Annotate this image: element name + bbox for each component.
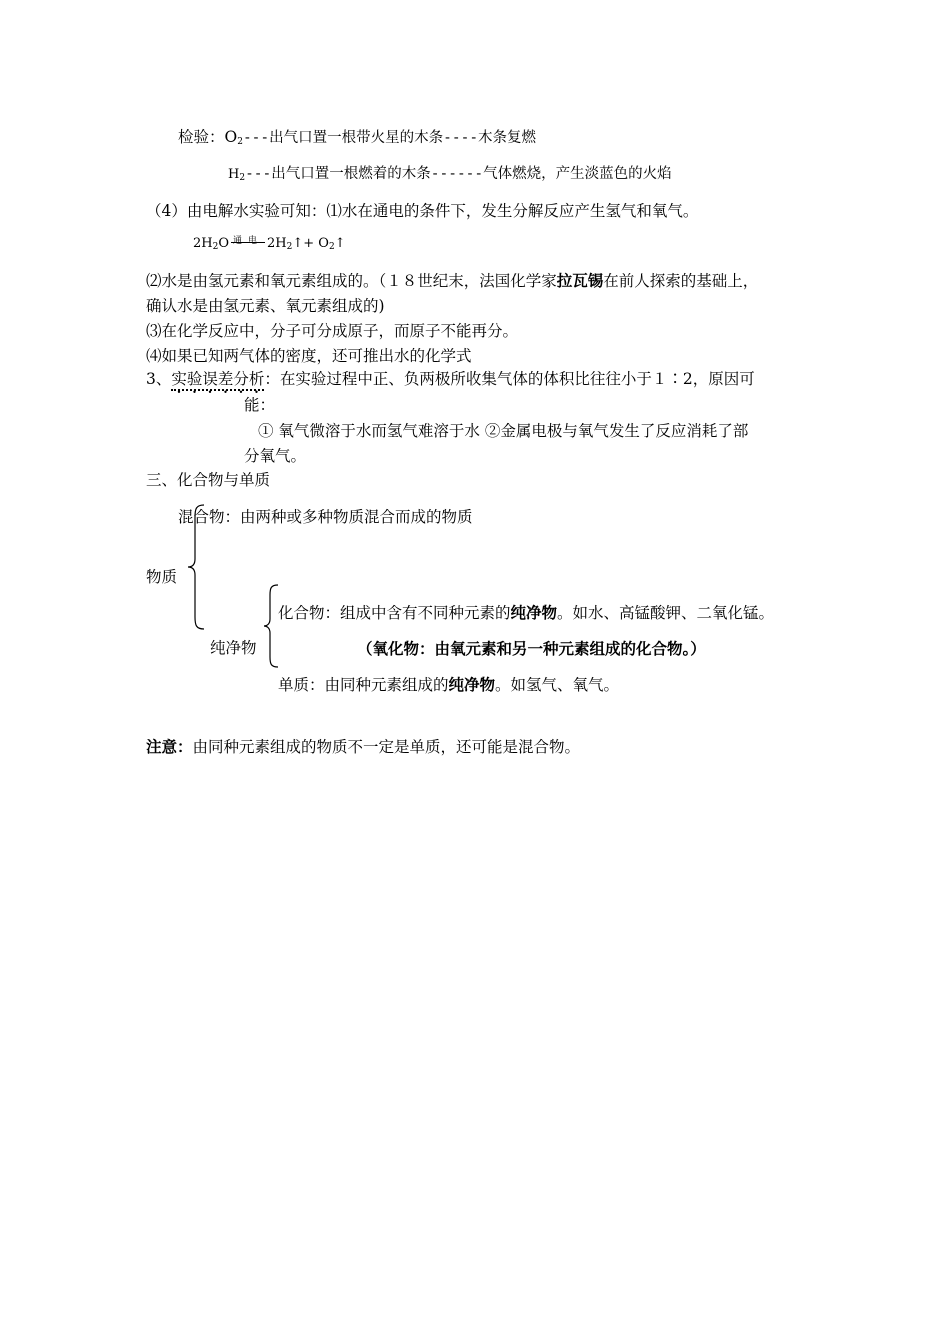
- eq-condition: [231, 234, 265, 252]
- h2-test-line: [228, 163, 672, 185]
- substance-label: 物质: [146, 568, 178, 586]
- point4-item4: ⑷如果已知两气体的密度，还可推出水的化学式: [146, 347, 472, 365]
- mixture-definition: 混合物：由两种或多种物质混合而成的物质: [178, 508, 473, 526]
- point4-item2: [146, 271, 758, 291]
- eq-condition-text: 通电: [233, 236, 264, 246]
- eq-lhs-sub: 2: [212, 242, 219, 252]
- eq-rhs1-sub: 2: [286, 242, 293, 252]
- eq-rhs1: 2H: [267, 236, 287, 251]
- element-definition: [278, 675, 619, 695]
- eq-lhs: 2H: [193, 236, 213, 251]
- section3-heading: 三、化合物与单质: [146, 471, 271, 489]
- pure-substance-label: 纯净物: [210, 639, 257, 657]
- eq-lhs-end: O: [218, 236, 230, 251]
- element-text-a: 单质：由同种元素组成的: [278, 676, 449, 694]
- item2-bold: 拉瓦锡: [556, 272, 604, 290]
- element-bold: 纯净物: [448, 676, 496, 694]
- h2-test-prefix: H: [228, 167, 240, 182]
- eq-rhs2-end: ↑: [334, 236, 346, 251]
- error-analysis-number: 3、: [146, 370, 172, 388]
- o2-sub: 2: [237, 137, 243, 147]
- item2-text-a: ⑵水是由氢元素和氧元素组成的。（１８世纪末，法国化学家: [146, 272, 557, 290]
- error-reasons: ① 氧气微溶于水而氢气难溶于水 ②金属电极与氧气发生了反应消耗了部: [258, 422, 749, 440]
- item2-text-b: 在前人探索的基础上，: [603, 272, 759, 290]
- compound-definition: [278, 603, 774, 623]
- error-analysis-cont: 能：: [244, 396, 276, 414]
- element-text-b: 。如氢气、氧气。: [495, 676, 620, 694]
- electrolysis-equation: [193, 234, 346, 254]
- error-analysis-line: [146, 369, 755, 397]
- compound-text-b: 。如水、高锰酸钾、二氧化锰。: [557, 604, 775, 622]
- eq-rhs2-sub: 2: [328, 242, 335, 252]
- error-analysis-text: ：在实验过程中正、负两极所收集气体的体积比往往小于１∶2，原因可: [264, 370, 755, 388]
- h2-test-text: ---出气口置一根燃着的木条------气体燃烧，产生淡蓝色的火焰: [245, 166, 672, 182]
- note-text: 由同种元素组成的物质不一定是单质，还可能是混合物。: [192, 738, 581, 756]
- note-line: [146, 737, 580, 757]
- o2-test-prefix: 检验：O: [178, 128, 238, 146]
- eq-condition-bar: [231, 242, 265, 243]
- oxide-definition: （氧化物：由氧元素和另一种元素组成的化合物。）: [357, 640, 706, 658]
- substance-brace: [186, 503, 208, 631]
- compound-text-a: 化合物：组成中含有不同种元素的: [278, 604, 511, 622]
- h2-sub: 2: [239, 173, 246, 183]
- o2-test-line: [178, 127, 536, 148]
- point4-intro: （4）由电解水实验可知：⑴水在通电的条件下，发生分解反应产生氢气和氧气。: [146, 202, 699, 220]
- note-label: 注意：: [146, 738, 193, 756]
- compound-bold: 纯净物: [510, 604, 558, 622]
- eq-rhs1-end: ↑+ O: [292, 236, 329, 251]
- point4-item3: ⑶在化学反应中，分子可分成原子，而原子不能再分。: [146, 322, 519, 340]
- pure-substance-brace: [262, 583, 282, 669]
- o2-test-text: ---出气口置一根带火星的木条----木条复燃: [242, 130, 537, 146]
- error-reasons-cont: 分氧气。: [244, 447, 307, 465]
- point4-item2-cont: 确认水是由氢元素、氧元素组成的): [146, 297, 385, 315]
- error-analysis-title: 实验误差分析: [171, 370, 264, 391]
